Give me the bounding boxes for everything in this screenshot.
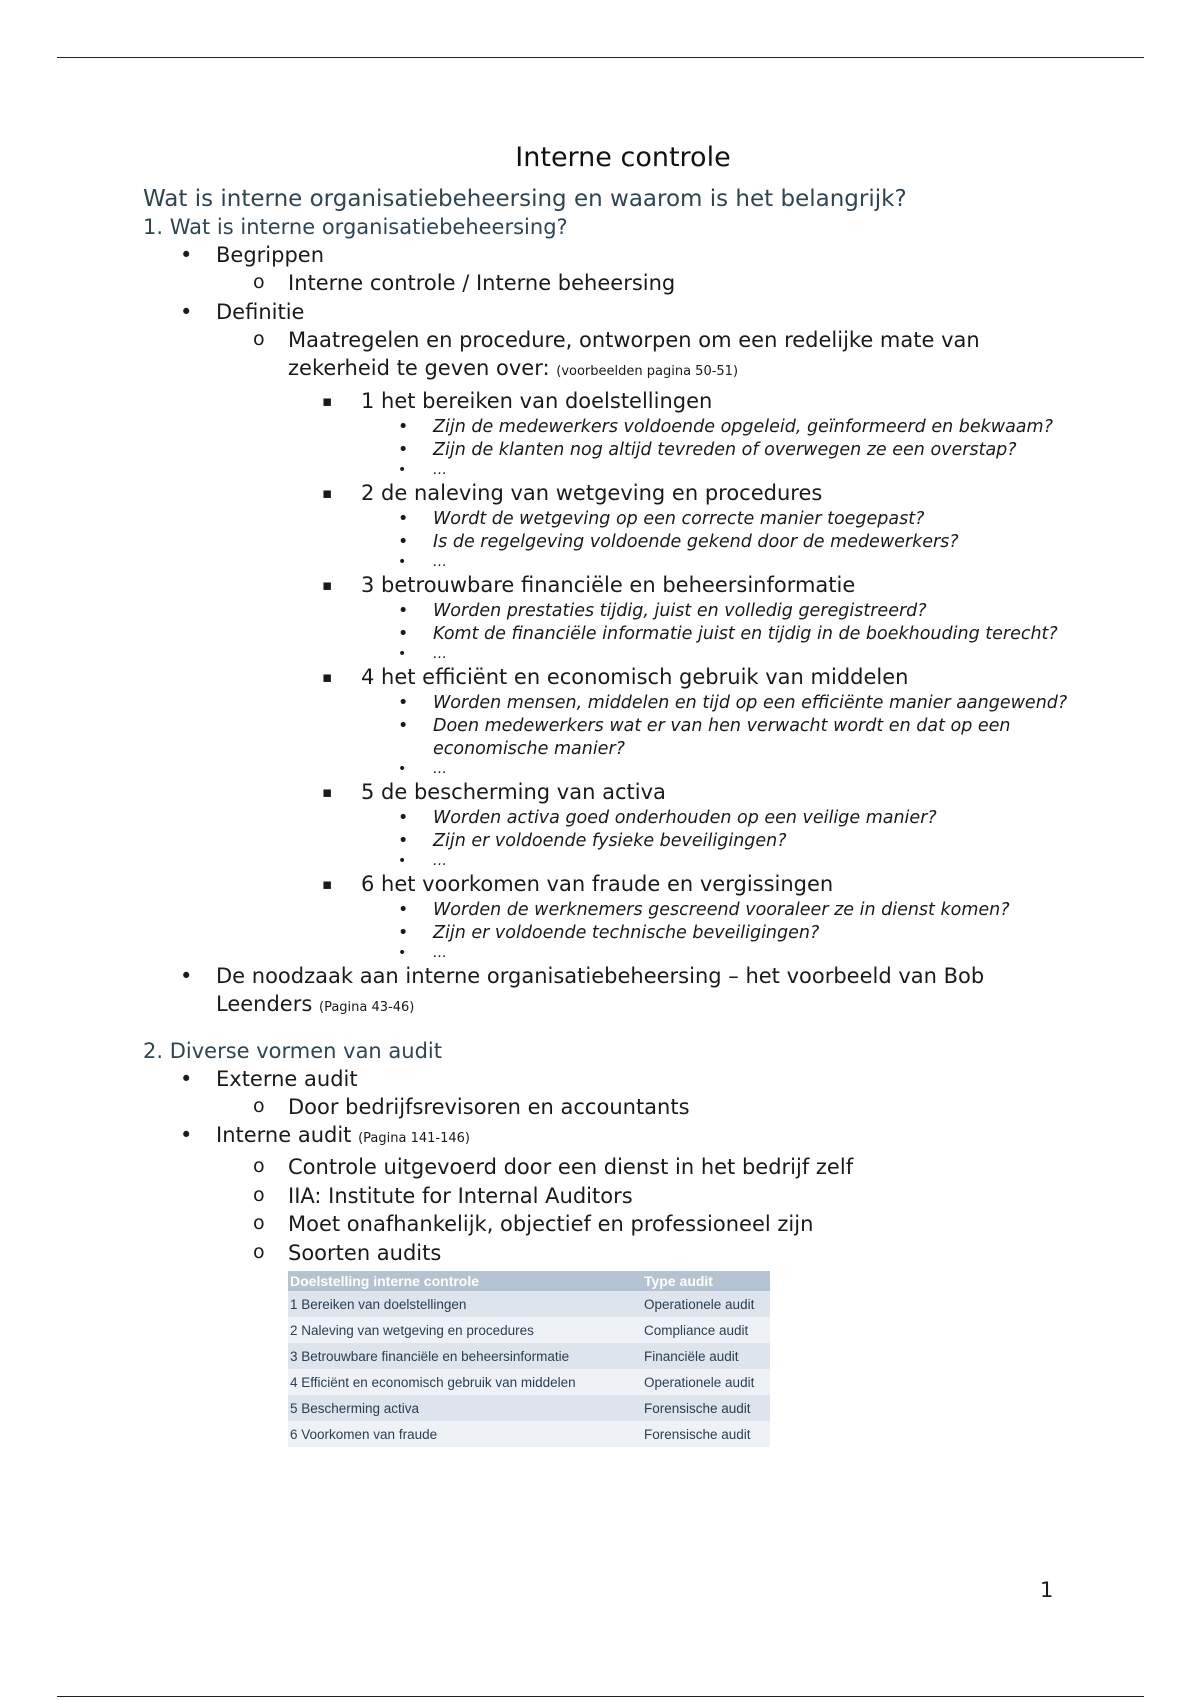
table-cell: 5 Bescherming activa	[288, 1395, 642, 1421]
page-title: Interne controle	[515, 142, 731, 173]
table-cell: 6 Voorkomen van fraude	[288, 1421, 642, 1447]
table-cell: Forensische audit	[642, 1395, 770, 1421]
goal-1: ▪ 1 het bereiken van doelstellingen	[143, 387, 1073, 416]
table-cell: 1 Bereiken van doelstellingen	[288, 1291, 642, 1317]
table-row	[288, 1395, 770, 1421]
goal-5-ellipsis: • …	[143, 853, 1073, 870]
goal-3-question-1: • Worden prestaties tijdig, juist en volledig geregistreerd?	[143, 600, 1073, 623]
page-number: 1	[1040, 1578, 1054, 1602]
header-rule	[57, 57, 1144, 58]
section-2-title: 2. Diverse vormen van audit	[143, 1038, 442, 1063]
definitie-text	[143, 326, 1073, 387]
begrippen-item: o Interne controle / Interne beheersing	[143, 269, 1073, 298]
goal-4-question-1: • Worden mensen, middelen en tijd op een efficiënte manier aangewend?	[143, 692, 1073, 715]
table-row	[288, 1317, 770, 1343]
table-cell: Financiële audit	[642, 1343, 770, 1369]
interne-audit-label: Interne audit	[216, 1123, 352, 1147]
interne-audit-item-2: o IIA: Institute for Internal Auditors	[143, 1182, 1073, 1211]
table-cell: Compliance audit	[642, 1317, 770, 1343]
table-row	[288, 1291, 770, 1317]
main-heading: Wat is interne organisatiebeheersing en waarom is het belangrijk?	[143, 186, 907, 212]
goal-1-question-2: • Zijn de klanten nog altijd tevreden of overwegen ze een overstap?	[143, 439, 1073, 462]
goal-3: ▪ 3 betrouwbare financiële en beheersinformatie	[143, 571, 1073, 600]
table-row	[288, 1421, 770, 1447]
goal-6-question-1: • Worden de werknemers gescreend vooraleer ze in dienst komen?	[143, 899, 1073, 922]
noodzaak-text: De noodzaak aan interne organisatiebeheersing – het voorbeeld van Bob Leenders	[216, 963, 985, 1016]
goal-6: ▪ 6 het voorkomen van fraude en vergissingen	[143, 870, 1073, 899]
audit-types-table	[288, 1271, 770, 1447]
section-1-title: 1. Wat is interne organisatiebeheersing?	[143, 215, 568, 239]
bullet-definitie: • Definitie	[143, 298, 1073, 326]
definitie-ref: (voorbeelden pagina 50-51)	[556, 364, 739, 379]
document-body	[143, 140, 1073, 1447]
bullet-begrippen: • Begrippen	[143, 241, 1073, 269]
goal-6-ellipsis: • …	[143, 945, 1073, 962]
table-cell: Operationele audit	[642, 1291, 770, 1317]
table-cell: 4 Efficiënt en economisch gebruik van middelen	[288, 1369, 642, 1395]
goal-1-ellipsis: • …	[143, 462, 1073, 479]
table-row	[288, 1343, 770, 1369]
interne-audit-ref: (Pagina 141-146)	[358, 1131, 470, 1146]
bullet-externe-audit: • Externe audit	[143, 1065, 1073, 1093]
table-header: Doelstelling interne controle	[288, 1271, 642, 1291]
goal-2: ▪ 2 de naleving van wetgeving en procedures	[143, 479, 1073, 508]
goal-5: ▪ 5 de bescherming van activa	[143, 778, 1073, 807]
goal-2-question-2: • Is de regelgeving voldoende gekend door de medewerkers?	[143, 531, 1073, 554]
table-header-row	[288, 1271, 770, 1291]
goal-3-ellipsis: • …	[143, 646, 1073, 663]
footer-rule	[57, 1696, 1144, 1697]
table-header: Type audit	[642, 1271, 770, 1291]
table-cell: Operationele audit	[642, 1369, 770, 1395]
table-cell: 2 Naleving van wetgeving en procedures	[288, 1317, 642, 1343]
goal-3-question-2: • Komt de financiële informatie juist en tijdig in de boekhouding terecht?	[143, 623, 1073, 646]
table-row	[288, 1369, 770, 1395]
goal-2-ellipsis: • …	[143, 554, 1073, 571]
table-cell: 3 Betrouwbare financiële en beheersinformatie	[288, 1343, 642, 1369]
goal-4-question-2: • Doen medewerkers wat er van hen verwacht wordt en dat op een economische manier?	[143, 715, 1073, 761]
interne-audit-item-3: o Moet onafhankelijk, objectief en professioneel zijn	[143, 1210, 1073, 1239]
externe-audit-item: o Door bedrijfsrevisoren en accountants	[143, 1093, 1073, 1122]
definitie-body: Maatregelen en procedure, ontworpen om een redelijke mate van zekerheid te geven over:	[288, 327, 980, 380]
soorten-audits: o Soorten audits	[143, 1239, 1073, 1268]
goal-5-question-1: • Worden activa goed onderhouden op een veilige manier?	[143, 807, 1073, 830]
goal-6-question-2: • Zijn er voldoende technische beveiligingen?	[143, 922, 1073, 945]
goal-4-ellipsis: • …	[143, 761, 1073, 778]
goal-5-question-2: • Zijn er voldoende fysieke beveiligingen?	[143, 830, 1073, 853]
table-cell: Forensische audit	[642, 1421, 770, 1447]
goal-2-question-1: • Wordt de wetgeving op een correcte manier toegepast?	[143, 508, 1073, 531]
goal-1-question-1: • Zijn de medewerkers voldoende opgeleid, geïnformeerd en bekwaam?	[143, 416, 1073, 439]
noodzaak-ref: (Pagina 43-46)	[319, 999, 415, 1015]
interne-audit-item-1: o Controle uitgevoerd door een dienst in het bedrijf zelf	[143, 1153, 1073, 1182]
bullet-interne-audit	[143, 1121, 1073, 1153]
goal-4: ▪ 4 het efficiënt en economisch gebruik van middelen	[143, 663, 1073, 692]
bullet-noodzaak	[143, 962, 1073, 1022]
